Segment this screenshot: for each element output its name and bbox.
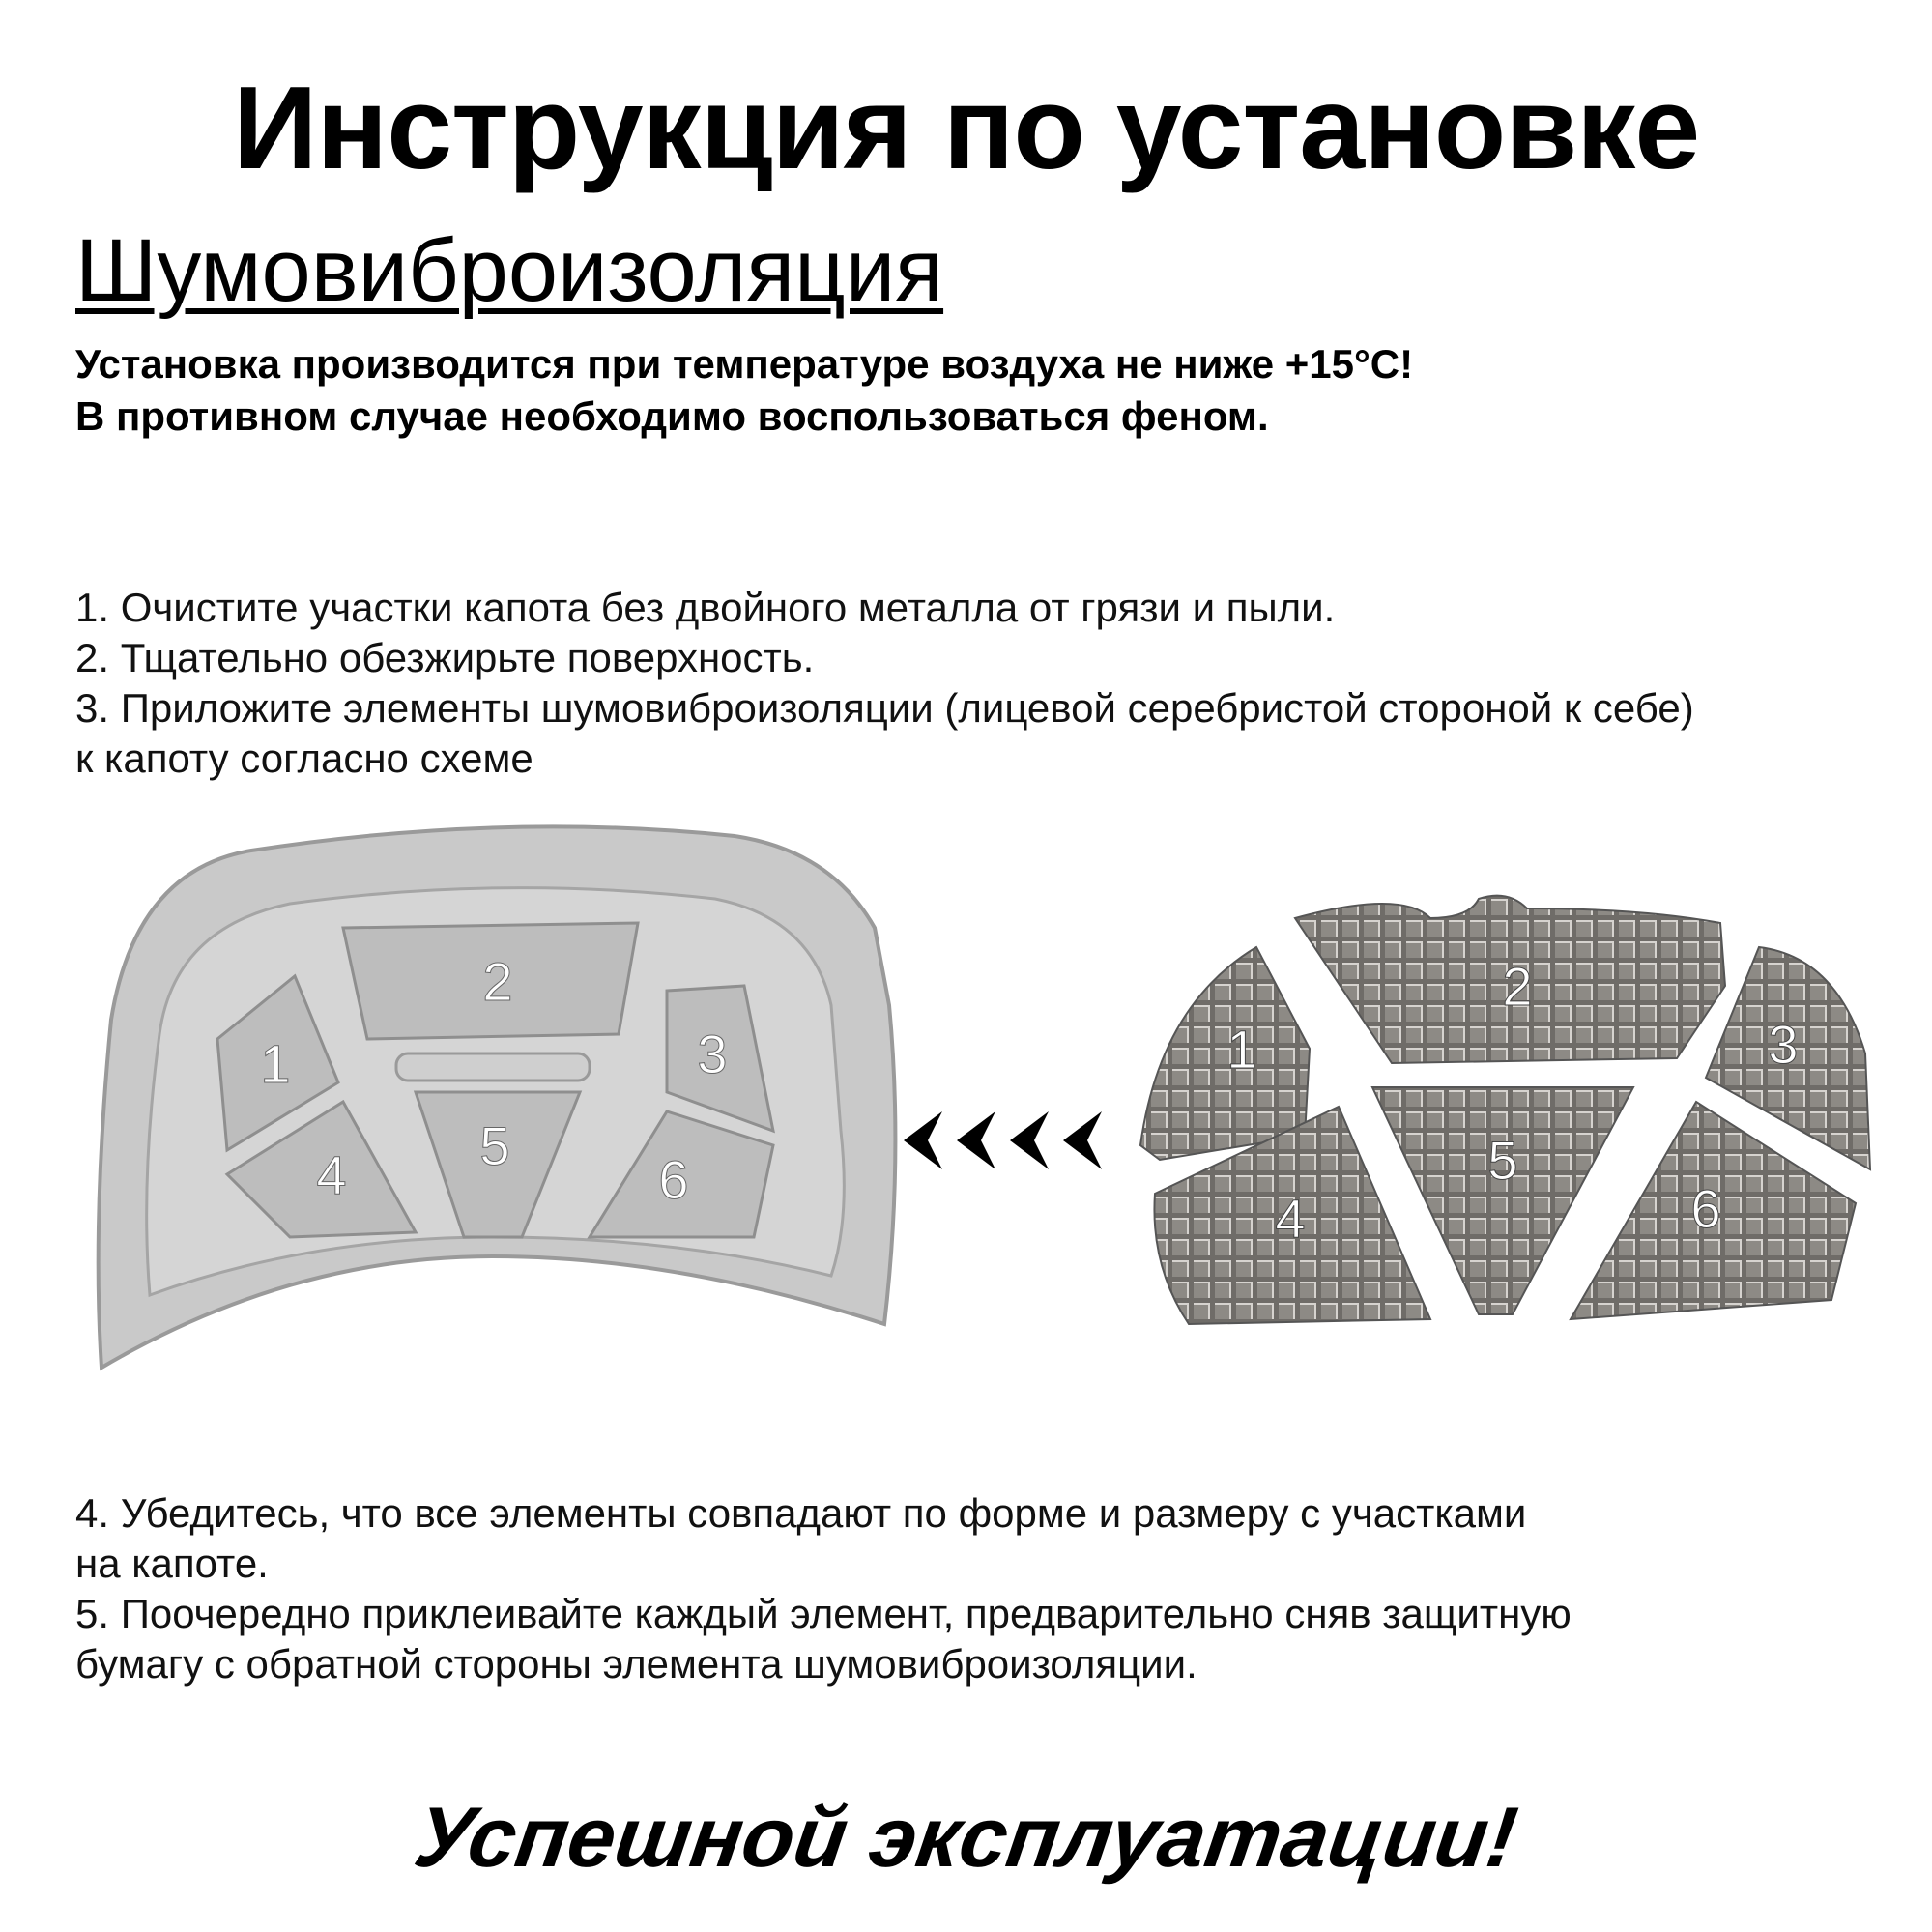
warning-line-2: В противном случае необходимо воспользоваться феном. xyxy=(75,393,1269,439)
step-3-continued: к капоту согласно схеме xyxy=(75,735,533,781)
step-5-continued: бумагу с обратной стороны элемента шумовиброизоляции. xyxy=(75,1641,1197,1687)
piece-label-2: 2 xyxy=(1502,956,1533,1017)
installation-diagram xyxy=(0,812,1932,1469)
piece-label-6: 6 xyxy=(1690,1178,1721,1239)
step-5: 5. Поочередно приклеивайте каждый элемент, предварительно сняв защитную xyxy=(75,1591,1572,1636)
step-2: 2. Тщательно обезжирьте поверхность. xyxy=(75,635,815,680)
hood-label-1: 1 xyxy=(260,1033,291,1094)
arrow-left-icon xyxy=(904,1111,1102,1169)
hood-label-2: 2 xyxy=(482,951,513,1012)
step-3: 3. Приложите элементы шумовиброизоляции (лицевой серебристой стороной к себе) xyxy=(75,685,1694,731)
mat-pieces-image xyxy=(1140,896,1870,1324)
closing-message: Успешной эксплуатации! xyxy=(409,1789,1523,1885)
hood-label-4: 4 xyxy=(316,1144,347,1205)
piece-label-5: 5 xyxy=(1487,1130,1518,1191)
hood-label-5: 5 xyxy=(479,1115,510,1176)
hood-label-3: 3 xyxy=(697,1024,728,1084)
step-4-continued: на капоте. xyxy=(75,1541,269,1586)
piece-label-1: 1 xyxy=(1226,1019,1257,1080)
instruction-steps-bottom xyxy=(75,1488,1572,1689)
temperature-warning xyxy=(75,338,1413,443)
step-4: 4. Убедитесь, что все элементы совпадают по форме и размеру с участками xyxy=(75,1490,1527,1536)
page-title: Инструкция по установке xyxy=(232,62,1700,193)
warning-line-1: Установка производится при температуре воздуха не ниже +15°C! xyxy=(75,341,1414,387)
step-1: 1. Очистите участки капота без двойного металла от грязи и пыли. xyxy=(75,585,1336,630)
hood-label-6: 6 xyxy=(658,1149,689,1210)
section-subtitle: Шумовиброизоляция xyxy=(75,221,944,320)
piece-label-4: 4 xyxy=(1275,1188,1306,1249)
instruction-steps-top xyxy=(75,583,1694,784)
piece-label-3: 3 xyxy=(1768,1014,1799,1075)
car-hood-image xyxy=(99,826,896,1368)
